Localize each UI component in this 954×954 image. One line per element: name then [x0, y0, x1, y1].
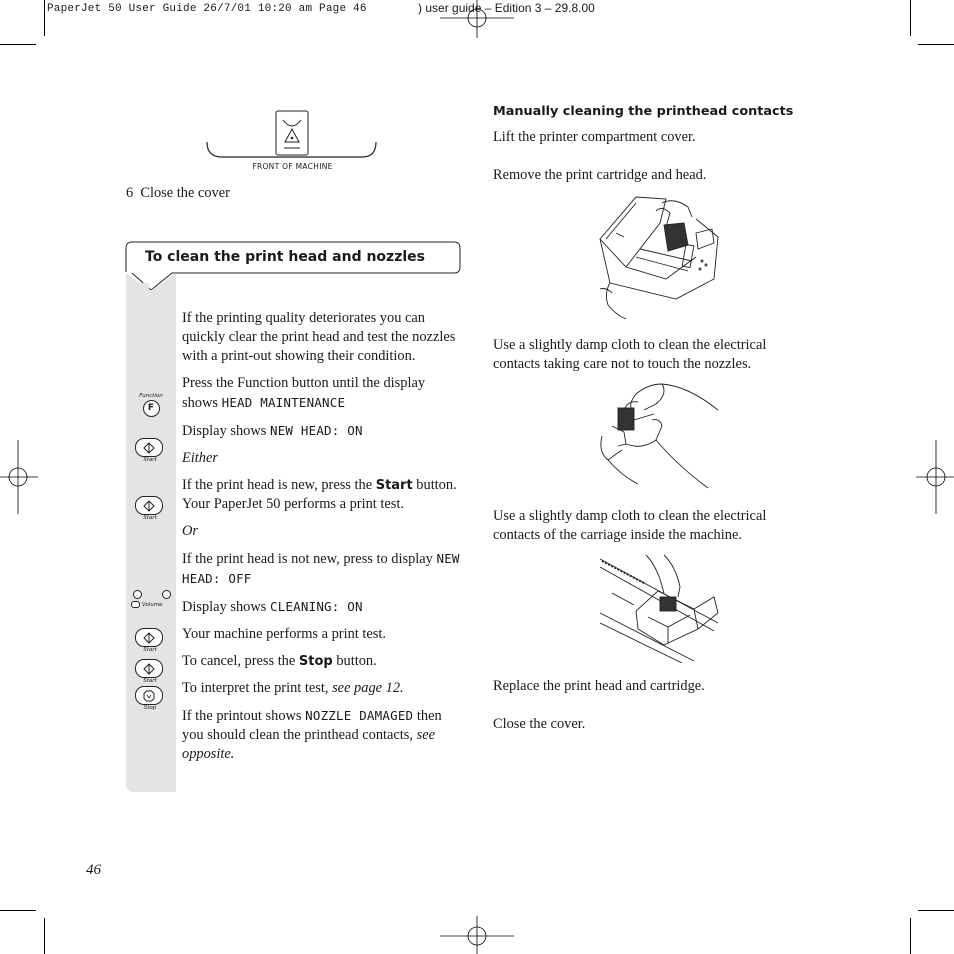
- display-cleaning-on: [182, 597, 464, 617]
- damaged-pre-text: If the printout shows: [182, 708, 302, 724]
- hands-cleaning-illustration: [598, 380, 720, 492]
- start-label: Start: [143, 515, 157, 521]
- front-of-machine-label: FRONT OF MACHINE: [252, 162, 333, 171]
- stop-keyword: Stop: [298, 654, 333, 669]
- volume-icon-group: [131, 590, 173, 608]
- slug-file-info: PaperJet 50 User Guide 26/7/01 10:20 am Page 46: [47, 3, 367, 15]
- nozzle-damaged-line: [182, 706, 464, 764]
- new-head-off-display: NEW HEAD: OFF: [182, 551, 460, 586]
- start-icon-3: [135, 628, 165, 653]
- display-new-head-on: [182, 421, 464, 441]
- start-label: Start: [143, 678, 157, 684]
- section-title: To clean the print head and nozzles: [145, 249, 425, 265]
- function-step: [182, 374, 464, 413]
- not-new-step: [182, 549, 464, 589]
- front-of-machine-figure: [204, 108, 380, 162]
- start-button-icon: [135, 659, 163, 678]
- crop-mark-bl-v: [44, 918, 45, 954]
- crop-mark-tl-h: [0, 44, 36, 45]
- display-shows-text: Display shows: [182, 599, 267, 615]
- start-label: Start: [143, 457, 157, 463]
- crop-mark-tr-v: [910, 0, 911, 36]
- cleaning-on-display: CLEANING: ON: [269, 599, 363, 614]
- right-p4: Use a slightly damp cloth to clean the electrical contacts of the carriage inside the machine.: [493, 508, 767, 543]
- function-label: Function: [139, 393, 163, 399]
- registration-mark-bottom: [440, 916, 514, 954]
- right-heading: Manually cleaning the printhead contacts: [493, 104, 794, 119]
- crop-mark-br-h: [918, 910, 954, 911]
- function-circle-icon: F: [143, 400, 160, 417]
- printer-open-illustration: [596, 193, 724, 321]
- volume-label: Volume: [142, 601, 163, 608]
- crop-mark-br-v: [910, 918, 911, 954]
- new-head-pre-text: If the print head is new, press the: [182, 477, 373, 493]
- new-head-post-text: button. Your PaperJet 50 performs a print test.: [182, 477, 457, 512]
- carriage-cleaning-illustration: [598, 553, 722, 663]
- right-p6: Close the cover.: [493, 716, 586, 732]
- or-label: Or: [182, 523, 198, 539]
- print-test-line: Your machine performs a print test.: [182, 626, 386, 642]
- section-body: [182, 309, 464, 764]
- stop-button-icon: [135, 686, 163, 705]
- cancel-pre-text: To cancel, press the: [182, 653, 296, 669]
- start-keyword: Start: [375, 478, 413, 493]
- start-icon-2: [135, 496, 165, 521]
- registration-mark-top: [440, 0, 514, 40]
- volume-up-icon: [162, 590, 171, 599]
- stop-label: Stop: [143, 705, 157, 711]
- new-head-step: [182, 476, 464, 514]
- page-12-reference: see page 12.: [332, 680, 404, 696]
- start-button-icon: [135, 438, 163, 457]
- stop-icon-group: [135, 686, 165, 711]
- registration-mark-right: [916, 440, 954, 514]
- not-new-text: If the print head is not new, press to display: [182, 551, 433, 567]
- crop-mark-tl-v: [44, 0, 45, 36]
- registration-mark-left: [0, 440, 38, 514]
- slug-edition: ) user guide – Edition 3 – 29.8.00: [418, 1, 595, 15]
- intro-paragraph: If the printing quality deteriorates you can quickly clear the print head and test the nozzles with a print-out showing their condition.: [182, 310, 456, 364]
- start-icon-1: [135, 438, 165, 463]
- see-opposite-reference: see opposite.: [182, 727, 435, 762]
- crop-mark-tr-h: [918, 44, 954, 45]
- icon-sidebar: [126, 290, 176, 792]
- either-label: Either: [182, 450, 218, 466]
- right-p1: Lift the printer compartment cover.: [493, 129, 696, 145]
- cancel-step: [182, 652, 464, 671]
- function-button-icon: [131, 393, 171, 417]
- step-6-text: 6 Close the cover: [126, 185, 230, 201]
- slug-edition-text: user guide – Edition 3 – 29.8.00: [425, 1, 595, 15]
- right-p3: Use a slightly damp cloth to clean the electrical contacts taking care not to touch the nozzles.: [493, 337, 767, 372]
- right-p2: Remove the print cartridge and head.: [493, 167, 707, 183]
- function-step-text: Press the Function button until the display shows: [182, 375, 426, 411]
- head-maintenance-display: HEAD MAINTENANCE: [221, 395, 346, 410]
- damaged-post-text: then you should clean the printhead contacts,: [182, 708, 442, 743]
- start-label: Start: [143, 647, 157, 653]
- volume-down-icon: [133, 590, 142, 599]
- cancel-post-text: button.: [336, 653, 377, 669]
- new-head-on-display: NEW HEAD: ON: [269, 423, 363, 438]
- crop-mark-bl-h: [0, 910, 36, 911]
- interpret-line: [182, 679, 464, 698]
- display-shows-text: Display shows: [182, 423, 267, 439]
- start-button-icon: [135, 628, 163, 647]
- volume-rocker-icon: [131, 601, 140, 608]
- sidebar-upper-fill: [126, 276, 176, 292]
- right-p5: Replace the print head and cartridge.: [493, 678, 705, 694]
- start-button-icon: [135, 496, 163, 515]
- start-icon-4: [135, 659, 165, 684]
- page-number: 46: [86, 862, 101, 878]
- interpret-pre-text: To interpret the print test,: [182, 680, 329, 696]
- nozzle-damaged-display: NOZZLE DAMAGED: [305, 708, 414, 723]
